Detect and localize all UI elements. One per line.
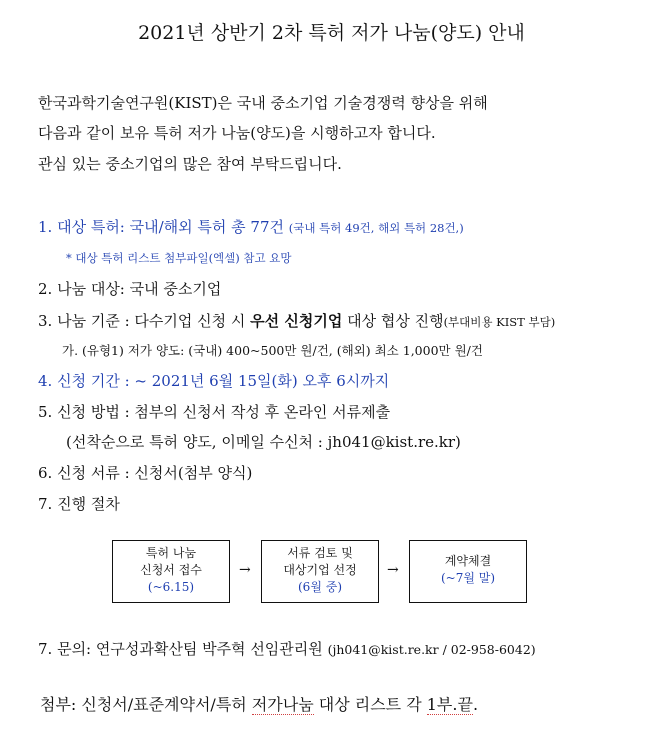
attachment-line <box>40 692 478 715</box>
flow-step-3-line-1: 계약체결 <box>444 554 492 568</box>
item-share-target: 2. 나눔 대상: 국내 중소기업 <box>38 280 222 298</box>
intro-line-2: 다음과 같이 보유 특허 저가 나눔(양도)을 시행하고자 합니다. <box>38 124 436 142</box>
flow-step-2-line-2: 대상기업 선정 <box>283 563 357 577</box>
item-procedure: 7. 진행 절차 <box>38 495 120 513</box>
criteria-bold: 우선 신청기업 <box>250 312 343 330</box>
flow-arrow-2-icon: → <box>387 562 399 578</box>
flow-step-2-line-1: 서류 검토 및 <box>287 546 353 560</box>
attachment-prefix: 첨부: 신청서/표준계약서/특허 <box>40 695 252 714</box>
intro-line-3: 관심 있는 중소기업의 많은 참여 부탁드립니다. <box>38 155 342 173</box>
criteria-small: (부대비용 KIST 부담) <box>443 315 556 329</box>
item-share-criteria <box>38 310 555 331</box>
flow-arrow-1-icon: → <box>239 562 251 578</box>
attachment-end: . <box>472 695 479 714</box>
flow-step-1-line-3: (~6.15) <box>147 580 195 594</box>
item-target-patents <box>38 216 464 237</box>
flow-step-contract <box>409 540 527 603</box>
target-patents-note: * 대상 특허 리스트 첨부파일(엑셀) 참고 요망 <box>66 251 292 265</box>
criteria-sub: 가. (유형1) 저가 양도: (국내) 400~500만 원/건, (해외) 최소 1,000만 원/건 <box>62 343 483 358</box>
flow-step-review <box>261 540 379 603</box>
flow-step-1-line-2: 신청서 접수 <box>140 563 202 577</box>
intro-line-1: 한국과학기술연구원(KIST)은 국내 중소기업 기술경쟁력 향상을 위해 <box>38 94 488 112</box>
flow-step-2-line-3: (6월 중) <box>298 580 342 594</box>
criteria-suffix: 대상 협상 진행 <box>342 312 444 330</box>
item-documents: 6. 신청 서류 : 신청서(첨부 양식) <box>38 464 253 482</box>
item-period: 4. 신청 기간 : ~ 2021년 6월 15일(화) 오후 6시까지 <box>38 372 390 390</box>
target-patents-detail: (국내 특허 49건, 해외 특허 28건,) <box>288 221 464 235</box>
flow-step-3-line-2: (~7월 말) <box>440 571 496 585</box>
criteria-prefix: 3. 나눔 기준 : 다수기업 신청 시 <box>38 312 251 330</box>
target-patents-label: 1. 대상 특허: 국내/해외 특허 총 77건 <box>38 218 284 236</box>
method-sub: (선착순으로 특허 양도, 이메일 수신처 : jh041@kist.re.kr) <box>66 433 461 451</box>
attachment-middle: 저가나눔 <box>251 695 314 714</box>
attachment-suffix: 대상 리스트 각 <box>313 695 427 714</box>
attachment-end-underlined: 1부.끝 <box>426 695 473 714</box>
document-title: 2021년 상반기 2차 특허 저가 나눔(양도) 안내 <box>138 22 525 44</box>
flow-step-application <box>112 540 230 603</box>
inquiry-contact: (jh041@kist.re.kr / 02-958-6042) <box>327 642 536 657</box>
flow-step-1-line-1: 특허 나눔 <box>145 546 197 560</box>
item-method: 5. 신청 방법 : 첨부의 신청서 작성 후 온라인 서류제출 <box>38 403 391 421</box>
item-inquiry <box>38 638 536 659</box>
inquiry-label: 7. 문의: 연구성과확산팀 박주혁 선임관리원 <box>38 640 323 658</box>
